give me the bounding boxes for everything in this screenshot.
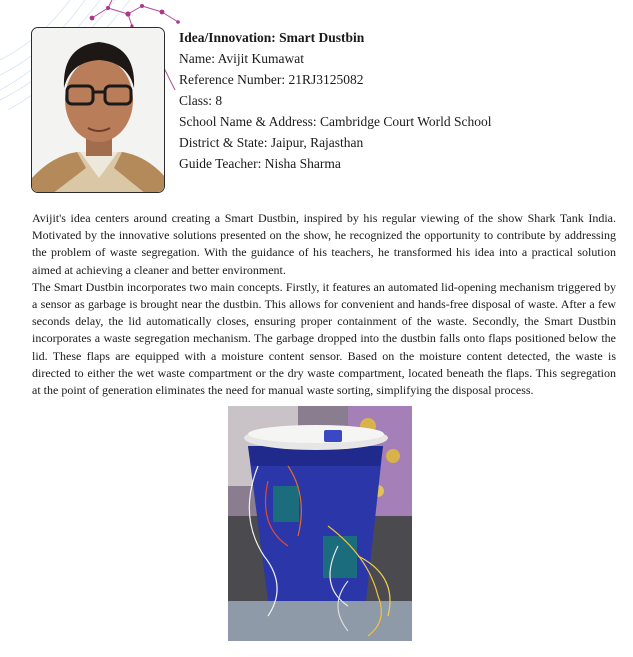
idea-description [32,210,616,399]
student-name: Name: Avijit Kumawat [179,51,304,66]
smart-dustbin-photo [228,406,412,641]
idea-title: Idea/Innovation: Smart Dustbin [179,30,365,45]
school-name: School Name & Address: Cambridge Court World School [179,114,492,129]
guide-teacher: Guide Teacher: Nisha Sharma [179,156,341,171]
description-paragraph-2: The Smart Dustbin incorporates two main concepts. Firstly, it features an automated lid-opening mechanism triggered by a sensor as garbage is brought near the dustbin. This allows for convenient and hands-free disposal of waste. After a few seconds delay, the lid automatically closes, ensuring proper containment of the waste. Secondly, the Smart Dustbin incorporates a waste segregation mechanism. The garbage dropped into the dustbin falls onto flaps positioned below the lid. These flaps are equipped with a moisture content sensor. Based on the moisture content detected, the waste is directed to either the wet waste compartment or the dry waste compartment, located beneath the flaps. This segregation at the point of generation eliminates the need for manual waste sorting, simplifying the disposal process. [32,279,616,398]
student-photo [31,27,165,193]
description-paragraph-1: Avijit's idea centers around creating a Smart Dustbin, inspired by his regular viewing of the show Shark Tank India. Motivated by the innovative solutions presented on the show, he recognized the opportunity to contribute by addressing the problem of waste segregation. With the guidance of his teachers, he transformed his idea into a practical solution aimed at achieving a cleaner and better environment. [32,211,616,277]
reference-number: Reference Number: 21RJ3125082 [179,72,364,87]
profile-details [179,27,619,174]
district-state: District & State: Jaipur, Rajasthan [179,135,364,150]
student-class: Class: 8 [179,93,223,108]
